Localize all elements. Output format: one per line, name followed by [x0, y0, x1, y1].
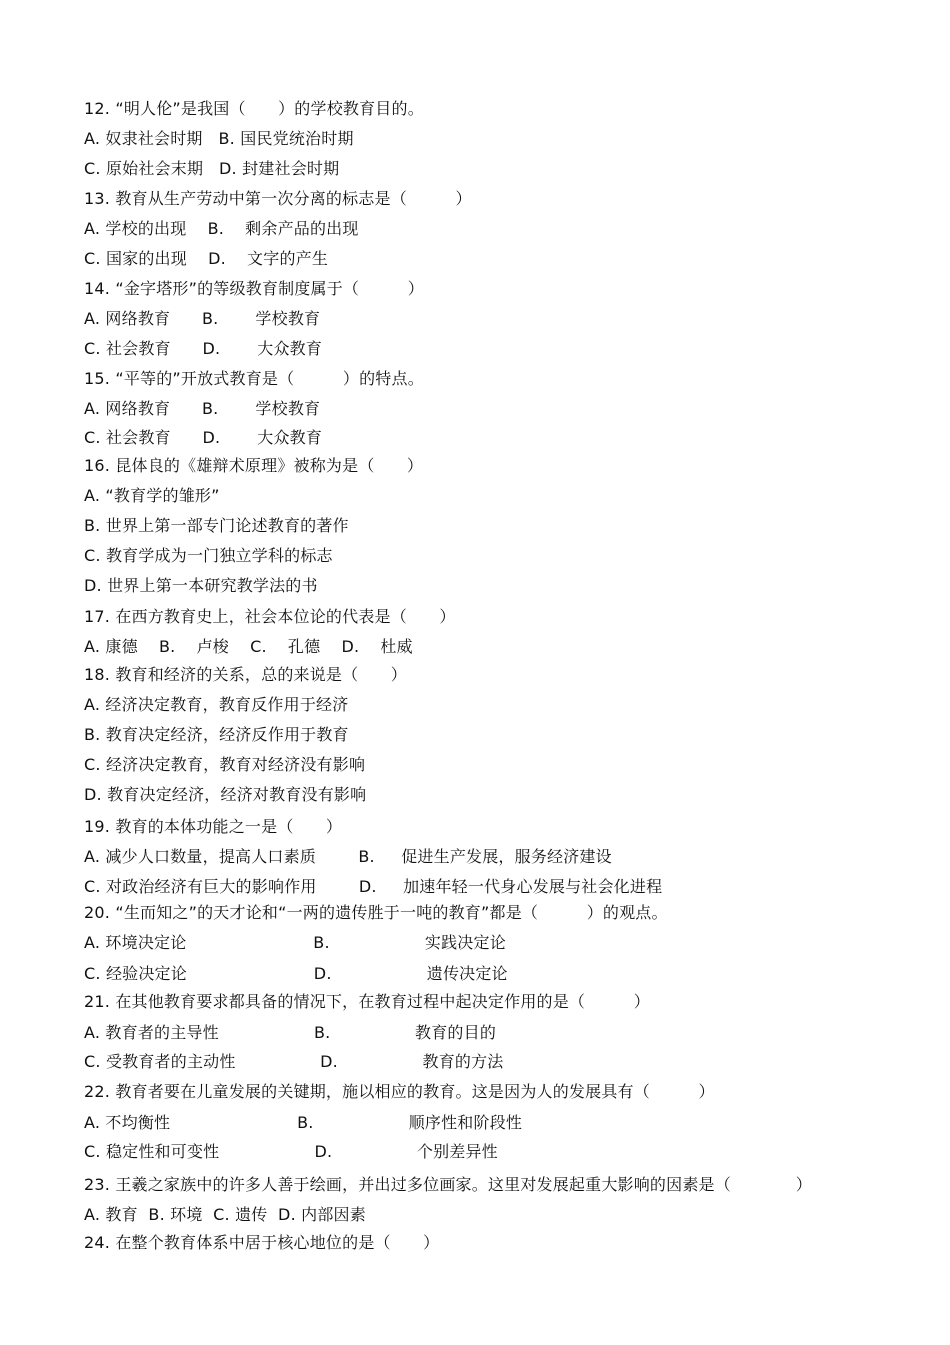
- q12-stem: 12. “明人伦”是我国（ ）的学校教育目的。: [84, 99, 424, 118]
- q17-options: A. 康德 B. 卢梭 C. 孔德 D. 杜威: [84, 637, 413, 656]
- q15-options-ab: A. 网络教育 B. 学校教育: [84, 399, 321, 418]
- q23-options: A. 教育 B. 环境 C. 遗传 D. 内部因素: [84, 1205, 366, 1224]
- q19-stem: 19. 教育的本体功能之一是（ ）: [84, 817, 343, 836]
- q14-stem: 14. “金字塔形”的等级教育制度属于（ ）: [84, 279, 424, 298]
- q21-stem: 21. 在其他教育要求都具备的情况下，在教育过程中起决定作用的是（ ）: [84, 992, 650, 1011]
- q15-options-cd: C. 社会教育 D. 大众教育: [84, 428, 323, 447]
- q17-stem: 17. 在西方教育史上，社会本位论的代表是（ ）: [84, 607, 456, 626]
- q18-option-d: D. 教育决定经济，经济对教育没有影响: [84, 785, 367, 804]
- q18-option-c: C. 经济决定教育，教育对经济没有影响: [84, 755, 366, 774]
- q13-options-cd: C. 国家的出现 D. 文字的产生: [84, 249, 329, 268]
- q18-option-b: B. 教育决定经济，经济反作用于教育: [84, 725, 349, 744]
- q14-options-cd: C. 社会教育 D. 大众教育: [84, 339, 323, 358]
- q19-options-cd: C. 对政治经济有巨大的影响作用 D. 加速年轻一代身心发展与社会化进程: [84, 877, 663, 896]
- q20-options-cd: C. 经验决定论 D. 遗传决定论: [84, 964, 508, 983]
- q20-options-ab: A. 环境决定论 B. 实践决定论: [84, 933, 506, 952]
- q16-option-d: D. 世界上第一本研究教学法的书: [84, 576, 318, 595]
- q16-option-a: A. “教育学的雏形”: [84, 486, 220, 505]
- q14-options-ab: A. 网络教育 B. 学校教育: [84, 309, 321, 328]
- q13-options-ab: A. 学校的出现 B. 剩余产品的出现: [84, 219, 359, 238]
- q16-option-c: C. 教育学成为一门独立学科的标志: [84, 546, 333, 565]
- q15-stem: 15. “平等的”开放式教育是（ ）的特点。: [84, 369, 424, 388]
- q20-stem: 20. “生而知之”的天才论和“一两的遗传胜于一吨的教育”都是（ ）的观点。: [84, 903, 668, 922]
- q23-stem: 23. 王羲之家族中的许多人善于绘画，并出过多位画家。这里对发展起重大影响的因素是（ ）: [84, 1175, 812, 1194]
- q22-options-ab: A. 不均衡性 B. 顺序性和阶段性: [84, 1113, 523, 1132]
- q16-option-b: B. 世界上第一部专门论述教育的著作: [84, 516, 349, 535]
- q19-options-ab: A. 减少人口数量，提高人口素质 B. 促进生产发展，服务经济建设: [84, 847, 612, 866]
- q12-options-cd: C. 原始社会末期 D. 封建社会时期: [84, 159, 340, 178]
- q22-options-cd: C. 稳定性和可变性 D. 个别差异性: [84, 1142, 498, 1161]
- q22-stem: 22. 教育者要在儿童发展的关键期，施以相应的教育。这是因为人的发展具有（ ）: [84, 1082, 715, 1101]
- q12-options-ab: A. 奴隶社会时期 B. 国民党统治时期: [84, 129, 354, 148]
- q24-stem: 24. 在整个教育体系中居于核心地位的是（ ）: [84, 1233, 440, 1252]
- q21-options-ab: A. 教育者的主导性 B. 教育的目的: [84, 1023, 497, 1042]
- q13-stem: 13. 教育从生产劳动中第一次分离的标志是（ ）: [84, 189, 472, 208]
- q18-stem: 18. 教育和经济的关系，总的来说是（ ）: [84, 665, 407, 684]
- q18-option-a: A. 经济决定教育，教育反作用于经济: [84, 695, 349, 714]
- q21-options-cd: C. 受教育者的主动性 D. 教育的方法: [84, 1052, 504, 1071]
- q16-stem: 16. 昆体良的《雄辩术原理》被称为是（ ）: [84, 456, 424, 475]
